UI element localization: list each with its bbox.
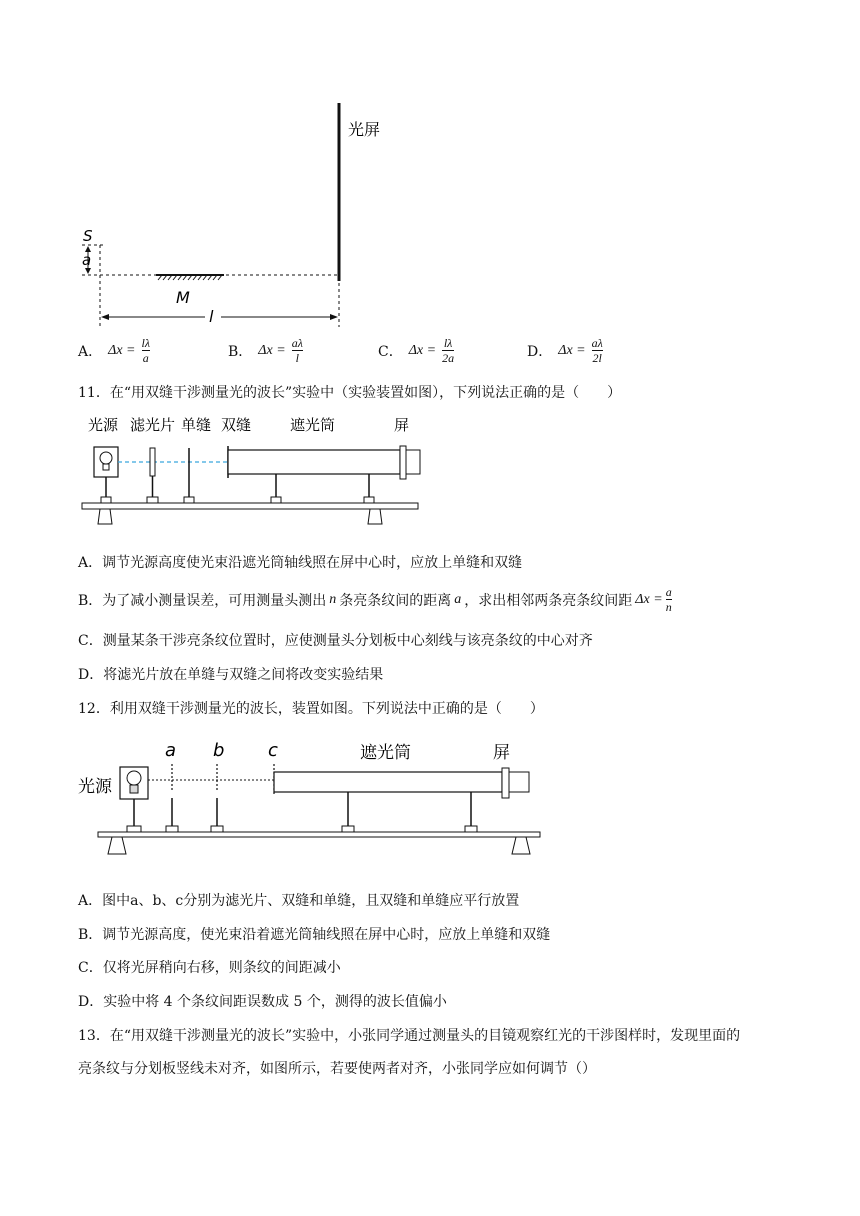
formula-fraction: $\frac{a}{n}$ — [665, 585, 672, 614]
label-screen: 屏 — [394, 416, 410, 434]
formula-fraction: $\frac{a\lambda}{l}$ — [291, 336, 303, 365]
q11-option-d[interactable]: D．将滤光片放在单缝与双缝之间将改变实验结果 — [78, 667, 384, 683]
q11-option-c[interactable]: C．测量某条干涉亮条纹位置时，应使测量头分划板中心刻线与该亮条纹的中心对齐 — [78, 633, 593, 649]
optical-bench — [98, 832, 540, 837]
option-letter: D． — [527, 343, 553, 360]
q12-option-d[interactable]: D．实验中将 4 个条纹间距误数成 5 个，测得的波长值偏小 — [78, 994, 447, 1010]
q10-option-d[interactable] — [527, 336, 603, 365]
label-screen: 屏 — [493, 743, 510, 763]
q11-stem: 11．在“用双缝干涉测量光的波长”实验中（实验装置如图），下列说法正确的是（ ） — [78, 385, 622, 401]
label-a: a — [165, 740, 177, 761]
lamp-box — [120, 767, 148, 799]
q13-stem-line2: 亮条纹与分划板竖线未对齐，如图所示，若要使两者对齐，小张同学应如何调节（） — [78, 1061, 596, 1077]
q11-option-a[interactable]: A．调节光源高度使光束沿遮光筒轴线照在屏中心时，应放上单缝和双缝 — [78, 555, 523, 571]
mirror-m-label: M — [176, 288, 190, 307]
formula-fraction: $\frac{a\lambda}{2l}$ — [591, 336, 603, 365]
label-light-source: 光源 — [78, 777, 112, 797]
screen-label: 光屏 — [348, 120, 381, 139]
label-tube: 遮光筒 — [360, 743, 411, 763]
q10-option-b[interactable] — [228, 336, 303, 365]
label-c: c — [268, 740, 278, 761]
label-double-slit: 双缝 — [221, 416, 252, 434]
formula-lhs: Δx = — [258, 342, 286, 358]
q12-option-a[interactable]: A．图中a、b、c分别为滤光片、双缝和单缝，且双缝和单缝应平行放置 — [78, 893, 520, 909]
label-filter: 滤光片 — [130, 416, 176, 434]
q13-stem-line1: 13．在“用双缝干涉测量光的波长”实验中，小张同学通过测量头的目镜观察红光的干涉图样时，发现里面的 — [78, 1028, 741, 1044]
formula-lhs: Δx = — [558, 342, 586, 358]
option-letter: B． — [228, 343, 253, 360]
formula-lhs: Δx = — [408, 342, 437, 358]
filter — [150, 448, 155, 476]
q10-option-a[interactable] — [78, 336, 150, 365]
formula-fraction: $\frac{l\lambda}{a}$ — [141, 336, 151, 365]
distance-a-label: a — [82, 251, 92, 269]
q11-option-b[interactable]: B．为了减小测量误差，可用测量头测出 n 条亮条纹间的距离 a ，求出相邻两条亮条纹间距 Δx = $\frac{a}{n}$ — [78, 585, 672, 614]
q12-option-b[interactable]: B．调节光源高度，使光束沿着遮光筒轴线照在屏中心时，应放上单缝和双缝 — [78, 927, 551, 943]
shading-tube — [228, 450, 400, 474]
option-letter: A． — [78, 343, 103, 360]
formula-fraction: $\frac{l\lambda}{2a}$ — [442, 336, 455, 365]
option-letter: C． — [378, 343, 403, 360]
shading-tube — [274, 772, 502, 792]
distance-l-label: l — [209, 307, 214, 326]
label-b: b — [213, 740, 225, 761]
q12-option-c[interactable]: C．仅将光屏稍向右移，则条纹的间距减小 — [78, 960, 341, 976]
lloyd-mirror-figure — [70, 95, 410, 335]
q12-stem: 12．利用双缝干涉测量光的波长，装置如图。下列说法中正确的是（ ） — [78, 701, 544, 717]
q11-apparatus-figure — [78, 410, 438, 540]
screen-end — [502, 768, 509, 798]
label-light-source: 光源 — [88, 416, 119, 434]
formula-lhs: Δx = — [108, 342, 136, 358]
label-single-slit: 单缝 — [181, 416, 212, 434]
screen-end — [400, 446, 406, 479]
q12-apparatus-figure — [78, 730, 548, 870]
q10-option-c[interactable] — [378, 336, 454, 365]
optical-bench — [82, 503, 418, 509]
label-tube: 遮光筒 — [290, 416, 336, 434]
source-s-label: S — [83, 227, 93, 245]
